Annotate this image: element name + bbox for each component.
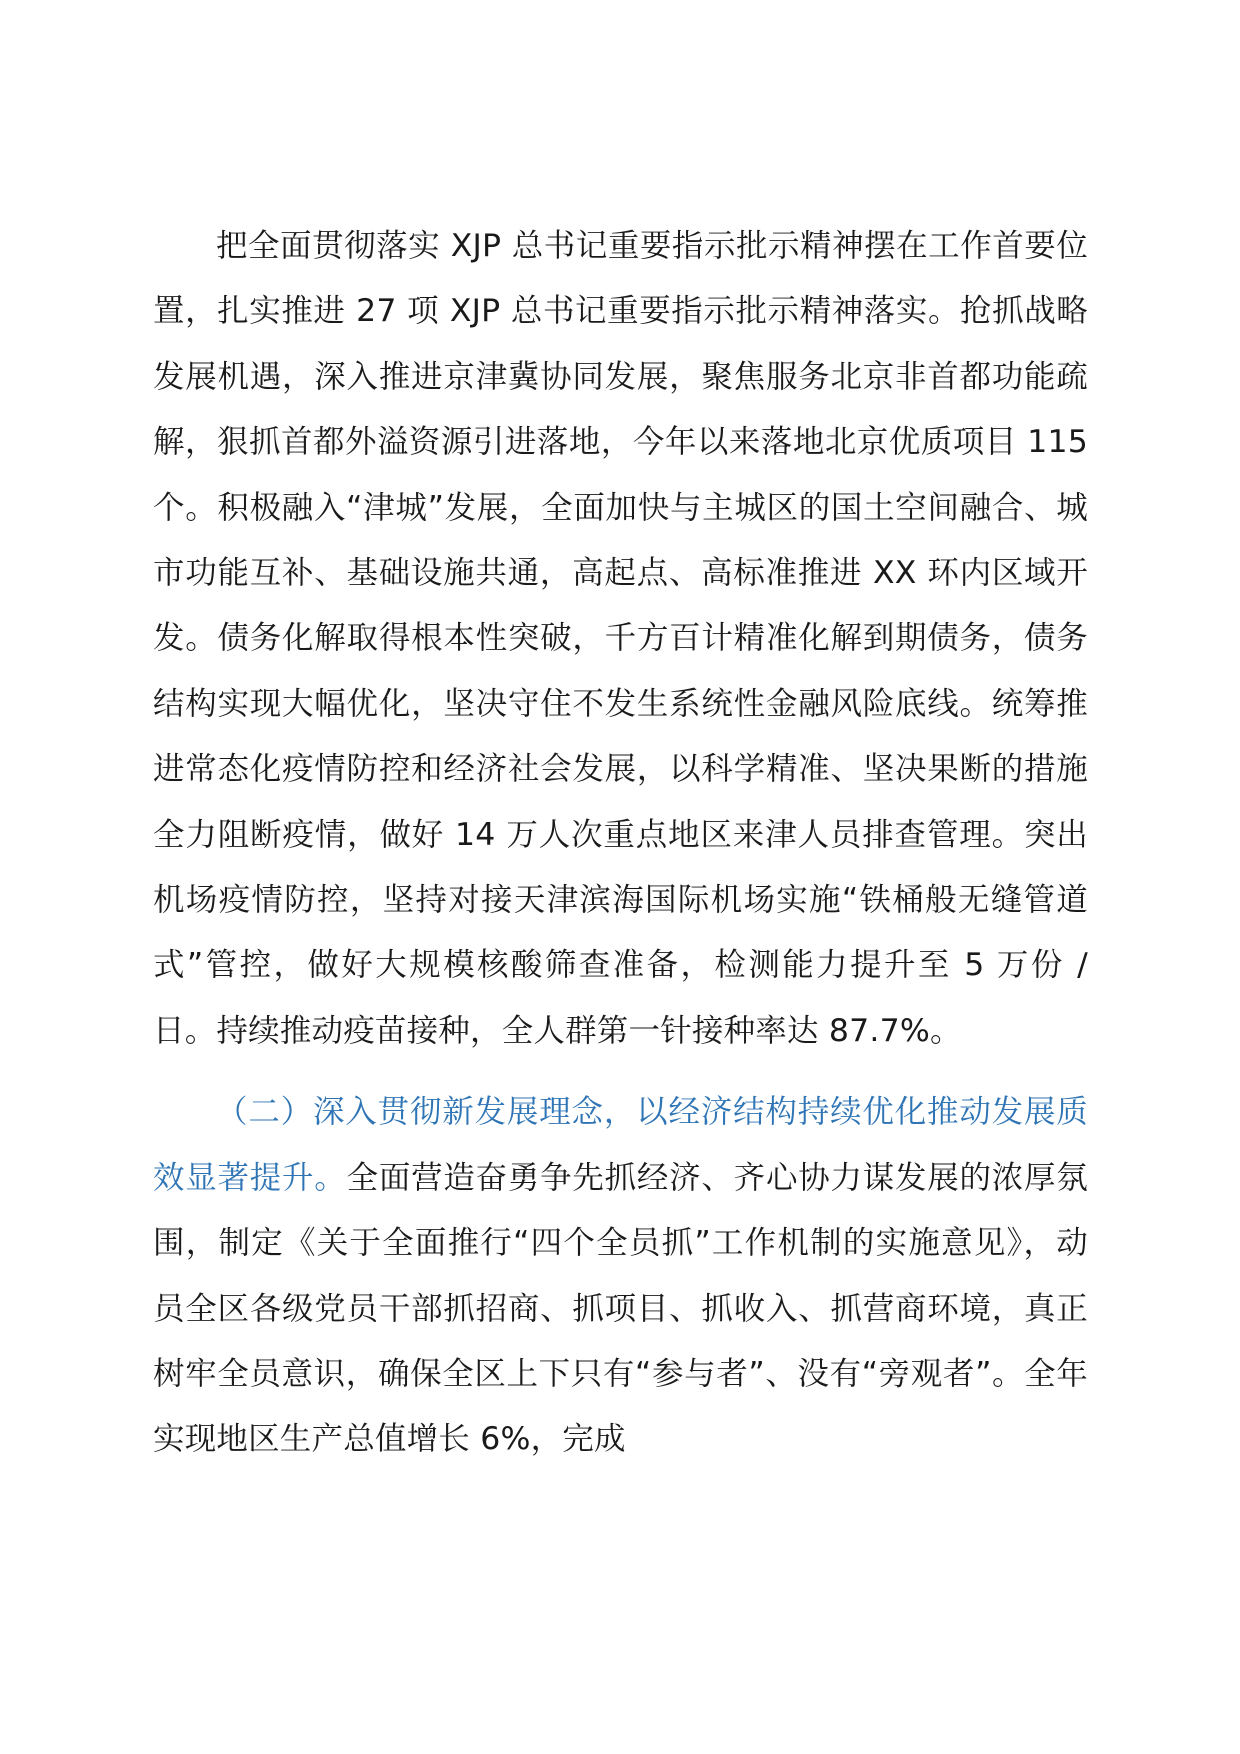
paragraph-2-text: 全面营造奋勇争先抓经济、齐心协力谋发展的浓厚氛围，制定《关于全面推行“四个全员抓”工作机制的实施意见》，动员全区各级党员干部抓招商、抓项目、抓收入、抓营商环境，真正树牢全员意识，确保全区上下只有“参与者”、没有“旁观者”。全年实现地区生产总值增长 6%，完成: [153, 1159, 1088, 1458]
section-heading: （二）深入贯彻新发展理念，以经济结构持续优化推动发展质效显著提升。: [153, 1094, 1088, 1196]
paragraph-2: [153, 1080, 1088, 1472]
paragraph-1-text: 把全面贯彻落实 XJP 总书记重要指示批示精神摆在工作首要位置，扎实推进 27 项 XJP 总书记重要指示批示精神落实。抢抓战略发展机遇，深入推进京津冀协同发展，聚焦服务北京非首都功能疏解，狠抓首都外溢资源引进落地，今年以来落地北京优质项目 115 个。积极融入“津城”发展，全面加快与主城区的国土空间融合、城市功能互补、基础设施共通，高起点、高标准推进 XX 环内区域开发。债务化解取得根本性突破，千方百计精准化解到期债务，债务结构实现大幅优化，坚决守住不发生系统性金融风险底线。统筹推进常态化疫情防控和经济社会发展，以科学精准、坚决果断的措施全力阻断疫情，做好 14 万人次重点地区来津人员排查管理。突出机场疫情防控，坚持对接天津滨海国际机场实施“铁桶般无缝管道式”管控，做好大规模核酸筛查准备，检测能力提升至 5 万份 / 日。持续推动疫苗接种，全人群第一针接种率达 87.7%。: [153, 228, 1088, 1049]
document-body: [153, 214, 1088, 1473]
paragraph-1: [153, 214, 1088, 1064]
